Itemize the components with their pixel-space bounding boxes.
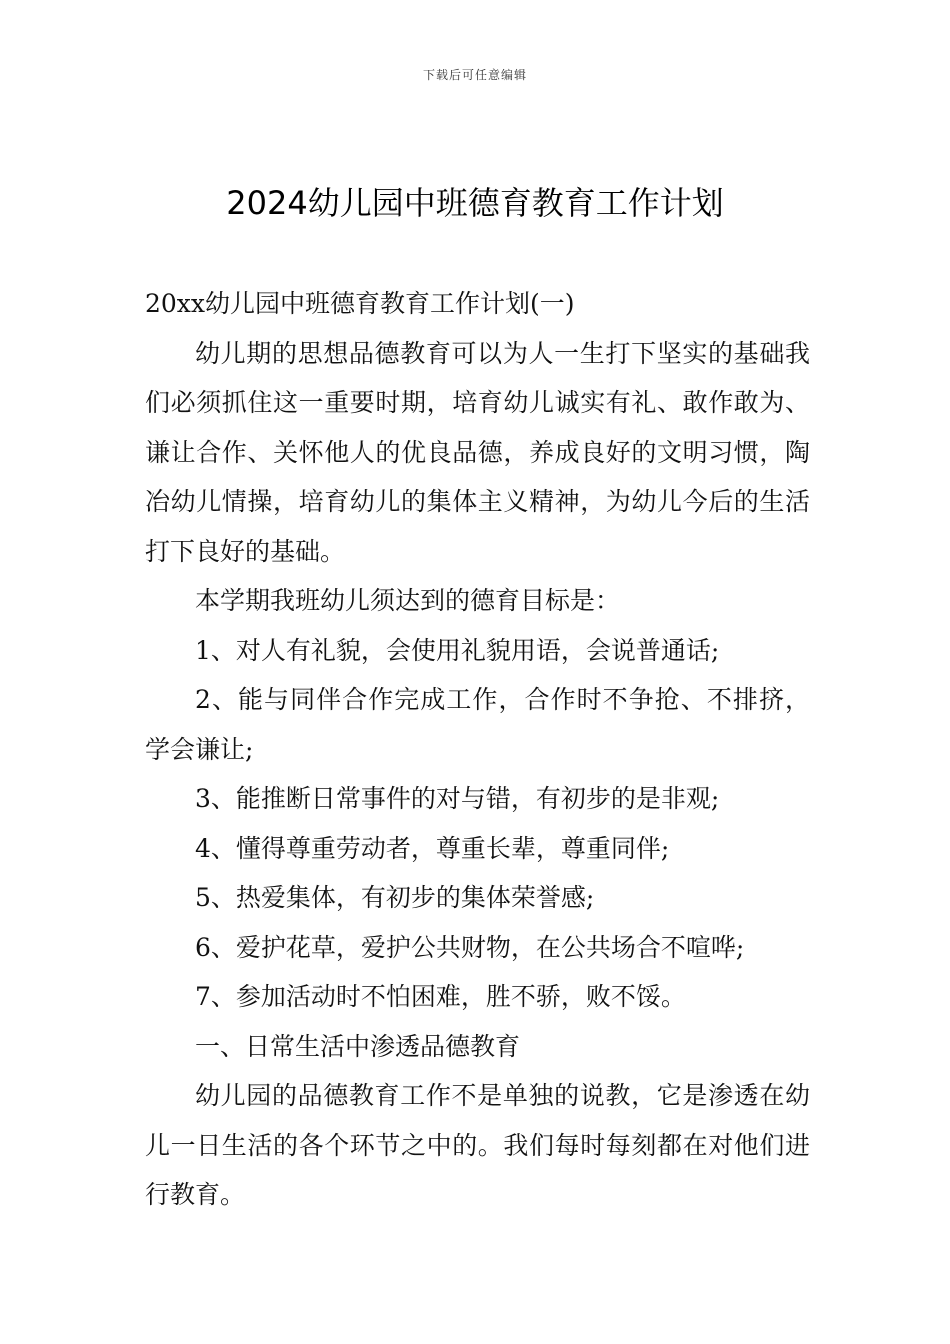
list-item-goal-3: 3、能推断日常事件的对与错，有初步的是非观; bbox=[195, 784, 720, 813]
list-item-goal-5: 5、热爱集体，有初步的集体荣誉感; bbox=[195, 883, 595, 912]
paragraph-intro: 幼儿期的思想品德教育可以为人一生打下坚实的基础我们必须抓住这一重要时期，培育幼儿诚实有礼、敢作敢为、谦让合作、关怀他人的优良品德，养成良好的文明习惯，陶冶幼儿情操，培育幼儿的集体主义精神，为幼儿今后的生活打下良好的基础。 bbox=[145, 338, 810, 566]
paragraph-daily-life: 幼儿园的品德教育工作不是单独的说教，它是渗透在幼儿一日生活的各个环节之中的。我们每时每刻都在对他们进行教育。 bbox=[145, 1081, 810, 1209]
list-item-goal-6: 6、爱护花草，爱护公共财物，在公共场合不喧哗; bbox=[195, 932, 745, 962]
document-body bbox=[145, 279, 810, 1220]
list-item-goal-7: 7、参加活动时不怕困难，胜不骄，败不馁。 bbox=[195, 982, 686, 1011]
list-item-goal-4: 4、懂得尊重劳动者，尊重长辈，尊重同伴; bbox=[195, 833, 670, 863]
section-subtitle: 20xx幼儿园中班德育教育工作计划(一) bbox=[145, 289, 575, 318]
document-title: 2024幼儿园中班德育教育工作计划 bbox=[226, 184, 724, 222]
header-note: 下载后可任意编辑 bbox=[422, 68, 527, 82]
section-heading-daily-life: 一、日常生活中渗透品德教育 bbox=[195, 1031, 521, 1061]
paragraph-goals-heading: 本学期我班幼儿须达到的德育目标是： bbox=[195, 586, 621, 615]
list-item-goal-1: 1、对人有礼貌，会使用礼貌用语，会说普通话; bbox=[195, 635, 720, 665]
list-item-goal-2: 2、能与同伴合作完成工作，合作时不争抢、不排挤，学会谦让; bbox=[145, 685, 810, 764]
